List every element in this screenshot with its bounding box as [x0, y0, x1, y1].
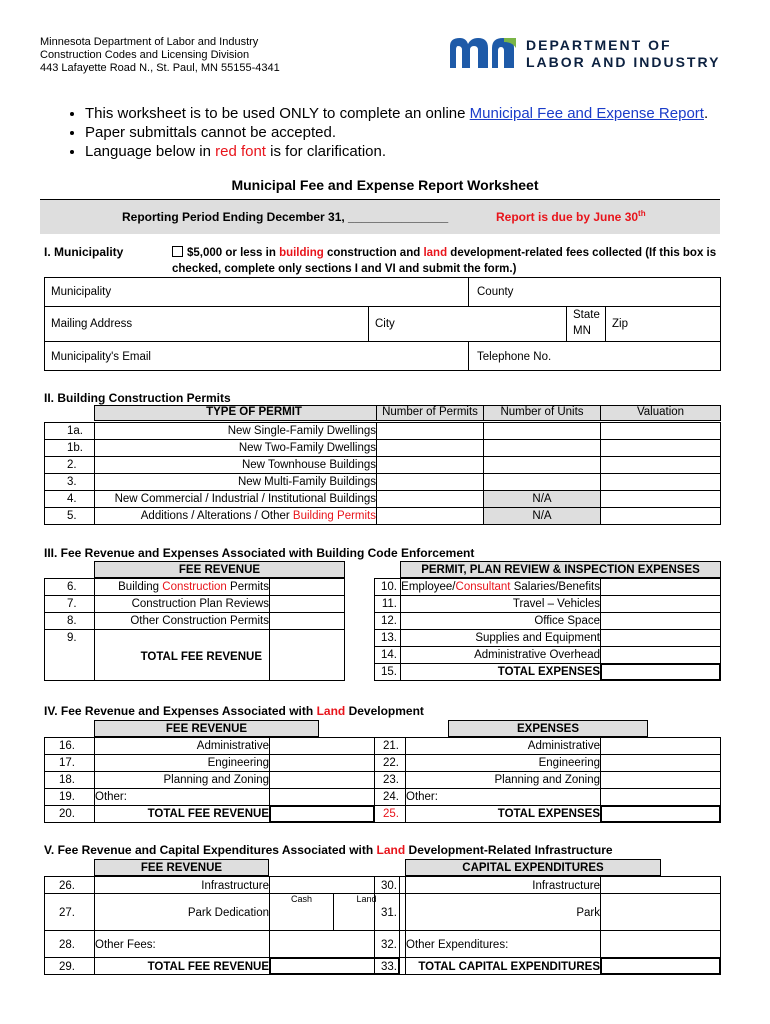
valuation-input[interactable]	[600, 439, 721, 457]
expense-row-number: 14.	[374, 646, 401, 664]
capital-amount-input[interactable]	[600, 876, 721, 894]
expense-text: TOTAL EXPENSES	[497, 666, 600, 678]
org-line: 443 Lafayette Road N., St. Paul, MN 55155-4341	[40, 62, 280, 74]
bullet-item: • Language below in red font is for clarification.	[85, 142, 770, 161]
expense-row-label	[400, 629, 601, 647]
fee-row-number: 6.	[44, 578, 95, 596]
number-of-permits-input[interactable]	[376, 456, 484, 474]
infra-fee-row-number: 29.	[44, 957, 95, 975]
section-1-label: I. Municipality	[44, 245, 124, 259]
cash-label: Cash	[290, 894, 312, 904]
land-expense-row-label: Other:	[405, 788, 601, 806]
land-fee-row-label: Planning and Zoning	[94, 771, 270, 789]
number-of-units-input: N/A	[483, 507, 601, 525]
small-fees-checkbox[interactable]	[172, 246, 183, 257]
capital-row-label: TOTAL CAPITAL EXPENDITURES	[405, 957, 601, 975]
capital-row-label: Other Expenditures:	[405, 930, 601, 958]
fee-text: Other Construction Permits	[130, 615, 269, 627]
land-fee-amount-input[interactable]	[269, 788, 375, 806]
permit-type-text: New Single-Family Dwellings	[227, 425, 376, 437]
bullet-item: • This worksheet is to be used ONLY to complete an online Municipal Fee and Expense Report.	[85, 104, 770, 123]
telephone-field[interactable]: Telephone No.	[468, 341, 721, 371]
infra-fee-row-label: TOTAL FEE REVENUE	[94, 957, 270, 975]
land-fee-row-number: 20.	[44, 805, 95, 823]
land-expense-row-label: TOTAL EXPENSES	[405, 805, 601, 823]
number-of-permits-input[interactable]	[376, 507, 484, 525]
infrastructure-table	[44, 859, 721, 975]
city-field[interactable]: City	[368, 306, 567, 342]
expense-row-label	[400, 595, 601, 613]
permit-type-text: New Commercial / Industrial / Institutional Buildings	[114, 493, 376, 505]
expense-row-label	[400, 612, 601, 630]
capital-row-number: 32.	[374, 930, 406, 958]
valuation-input[interactable]	[600, 422, 721, 440]
reporting-period: Reporting Period Ending December 31, _______________	[122, 210, 449, 224]
county-field[interactable]: County	[468, 277, 721, 307]
land-fee-amount-input[interactable]	[269, 754, 375, 772]
capital-row-number: 31.	[374, 893, 406, 931]
expense-amount-input[interactable]	[600, 595, 721, 613]
logo-line: LABOR AND INDUSTRY	[526, 54, 721, 70]
land-expense-row-number: 24.	[374, 788, 406, 806]
expense-amount-input[interactable]	[600, 578, 721, 596]
fee-row-label	[94, 595, 270, 613]
section-3-label: III. Fee Revenue and Expenses Associated with Building Code Enforcement	[44, 546, 475, 560]
number-of-permits-input[interactable]	[376, 422, 484, 440]
fee-revenue-header: FEE REVENUE	[94, 859, 269, 876]
org-line: Construction Codes and Licensing Division	[40, 49, 250, 61]
expense-clarification: Consultant	[455, 581, 511, 593]
permit-type-text: Additions / Alterations / Other	[140, 510, 293, 522]
land-fee-row-number: 16.	[44, 737, 95, 755]
expense-text: Supplies and Equipment	[475, 632, 600, 644]
expense-row-number: 11.	[374, 595, 401, 613]
org-line: Minnesota Department of Labor and Industry	[40, 36, 259, 48]
land-fee-row-label: Other:	[94, 788, 270, 806]
fee-row-label	[94, 578, 270, 596]
state-field: State MN	[566, 306, 606, 342]
land-fee-row-number: 17.	[44, 754, 95, 772]
capital-amount-input[interactable]	[600, 957, 721, 975]
expense-text: Travel – Vehicles	[512, 598, 600, 610]
col-valuation: Valuation	[636, 406, 685, 418]
number-of-permits-input[interactable]	[376, 490, 484, 508]
page-title: Municipal Fee and Expense Report Worksheet	[231, 177, 539, 193]
permit-row-number: 4.	[44, 490, 95, 508]
expense-row-label	[400, 646, 601, 664]
infra-fee-row-label: Infrastructure	[94, 876, 270, 894]
permit-row-label	[94, 422, 377, 440]
permit-row-label	[94, 507, 377, 525]
permit-type-text: New Two-Family Dwellings	[238, 442, 376, 454]
fee-clarification: Construction	[162, 581, 227, 593]
capital-row-label: Park	[405, 893, 601, 931]
land-expense-row-label: Administrative	[405, 737, 601, 755]
report-link[interactable]: Municipal Fee and Expense Report	[469, 105, 704, 122]
expense-row-number: 15.	[374, 663, 401, 681]
land-expense-row-number: 22.	[374, 754, 406, 772]
fee-amount-input[interactable]	[269, 629, 345, 681]
land-expense-amount-input[interactable]	[600, 737, 721, 755]
number-of-units-input: N/A	[483, 490, 601, 508]
capital-row-number: 33.	[374, 957, 406, 975]
mn-logo-icon	[448, 36, 518, 70]
permit-type-text: New Townhouse Buildings	[241, 459, 376, 471]
permit-row-number: 5.	[44, 507, 95, 525]
land-development-table	[44, 720, 721, 824]
land-fee-row-label: Engineering	[94, 754, 270, 772]
due-date: Report is due by June 30th	[496, 209, 646, 224]
total-fee-revenue-label: TOTAL FEE REVENUE	[140, 651, 262, 663]
valuation-input[interactable]	[600, 456, 721, 474]
fee-amount-input[interactable]	[269, 612, 345, 630]
expense-text: Salaries/Benefits	[510, 581, 600, 593]
capital-amount-input[interactable]	[600, 930, 721, 958]
fee-row-label	[94, 612, 270, 630]
land-expense-amount-input[interactable]	[600, 754, 721, 772]
section-4-label: IV. Fee Revenue and Expenses Associated with Land Development	[44, 704, 424, 718]
expense-text: Employee/	[401, 581, 456, 593]
infra-fee-row-label: Park Dedication	[94, 893, 270, 931]
park-cash-input[interactable]	[269, 893, 334, 931]
land-expense-row-number: 23.	[374, 771, 406, 789]
land-expense-amount-input[interactable]	[600, 788, 721, 806]
fee-row-number: 8.	[44, 612, 95, 630]
capital-expenditures-header: CAPITAL EXPENDITURES	[405, 859, 661, 876]
permit-row-number: 2.	[44, 456, 95, 474]
land-expense-amount-input[interactable]	[600, 771, 721, 789]
land-fee-row-number: 19.	[44, 788, 95, 806]
infra-fee-row-number: 27.	[44, 893, 95, 931]
number-of-units-input[interactable]	[483, 456, 601, 474]
number-of-units-input[interactable]	[483, 439, 601, 457]
col-number-of-units: Number of Units	[500, 406, 584, 418]
zip-field[interactable]: Zip	[605, 306, 721, 342]
land-label: Land	[356, 894, 377, 904]
fee-amount-input[interactable]	[269, 578, 345, 596]
permit-row-label	[94, 473, 377, 491]
permit-type-clarification: Building Permits	[292, 510, 376, 522]
mailing-address-field[interactable]: Mailing Address	[44, 306, 369, 342]
infra-fee-row-label: Other Fees:	[94, 930, 270, 958]
valuation-input[interactable]	[600, 473, 721, 491]
permit-row-number: 1b.	[44, 439, 95, 457]
small-fees-checkbox-row: $5,000 or less in building construction and land development-related fees collected (If this box is checked, complete only sections I and VI and submit the form.)	[172, 247, 717, 275]
number-of-permits-input[interactable]	[376, 473, 484, 491]
fee-text: Construction Plan Reviews	[131, 598, 269, 610]
expense-text: Office Space	[534, 615, 600, 627]
number-of-units-input[interactable]	[483, 473, 601, 491]
land-expense-row-number: 25.	[374, 805, 406, 823]
capital-row-number: 30.	[374, 876, 406, 894]
fee-row-number: 7.	[44, 595, 95, 613]
fee-row-number: 9.	[44, 629, 95, 681]
expense-amount-input[interactable]	[600, 629, 721, 647]
col-type-of-permit: TYPE OF PERMIT	[206, 406, 302, 418]
capital-row-label: Infrastructure	[405, 876, 601, 894]
number-of-permits-input[interactable]	[376, 439, 484, 457]
land-expense-row-label: Planning and Zoning	[405, 771, 601, 789]
section-2-label: II. Building Construction Permits	[44, 391, 231, 405]
fee-text: Building	[118, 581, 163, 593]
valuation-input[interactable]	[600, 490, 721, 508]
expense-amount-input[interactable]	[600, 612, 721, 630]
dli-logo	[448, 36, 721, 73]
permit-row-number: 1a.	[44, 422, 95, 440]
expense-row-label	[400, 663, 601, 681]
municipality-field[interactable]: Municipality	[44, 277, 469, 307]
land-fee-row-label: Administrative	[94, 737, 270, 755]
valuation-input[interactable]	[600, 507, 721, 525]
infra-fee-row-number: 28.	[44, 930, 95, 958]
reporting-period-box	[40, 199, 720, 234]
permit-row-number: 3.	[44, 473, 95, 491]
email-field[interactable]: Municipality's Email	[44, 341, 469, 371]
land-fee-amount-input[interactable]	[269, 737, 375, 755]
bullet-item: • Paper submittals cannot be accepted.	[85, 123, 770, 142]
building-code-table	[44, 561, 721, 687]
expense-row-number: 12.	[374, 612, 401, 630]
fee-amount-input[interactable]	[269, 595, 345, 613]
capital-amount-input[interactable]	[600, 893, 721, 931]
fee-text: Permits	[226, 581, 269, 593]
permit-row-label	[94, 439, 377, 457]
fee-revenue-header: FEE REVENUE	[94, 561, 345, 578]
land-expense-row-label: Engineering	[405, 754, 601, 772]
expense-text: Administrative Overhead	[474, 649, 600, 661]
expense-row-label	[400, 578, 601, 596]
permit-row-label	[94, 456, 377, 474]
land-expense-amount-input[interactable]	[600, 805, 721, 823]
infra-fee-row-number: 26.	[44, 876, 95, 894]
land-expense-row-number: 21.	[374, 737, 406, 755]
land-fee-amount-input[interactable]	[269, 805, 375, 823]
land-fee-amount-input[interactable]	[269, 771, 375, 789]
expense-row-number: 13.	[374, 629, 401, 647]
expenses-header: PERMIT, PLAN REVIEW & INSPECTION EXPENSES	[400, 561, 721, 578]
land-fee-row-number: 18.	[44, 771, 95, 789]
permit-row-label	[94, 490, 377, 508]
col-number-of-permits: Number of Permits	[382, 406, 478, 418]
land-fee-row-label: TOTAL FEE REVENUE	[94, 805, 270, 823]
section-5-label: V. Fee Revenue and Capital Expenditures Associated with Land Development-Related Infrastructure	[44, 843, 613, 857]
expense-amount-input[interactable]	[600, 646, 721, 664]
number-of-units-input[interactable]	[483, 422, 601, 440]
expense-row-number: 10.	[374, 578, 401, 596]
building-permits-table	[44, 405, 721, 523]
org-address	[40, 36, 280, 75]
expenses-header: EXPENSES	[448, 720, 648, 737]
fee-revenue-header: FEE REVENUE	[94, 720, 319, 737]
logo-line: DEPARTMENT OF	[526, 37, 672, 53]
permit-type-text: New Multi-Family Buildings	[237, 476, 376, 488]
instruction-list	[45, 104, 770, 161]
expense-amount-input[interactable]	[600, 663, 721, 681]
